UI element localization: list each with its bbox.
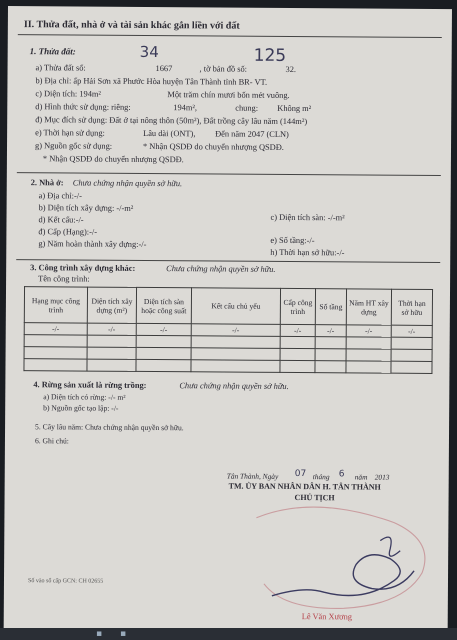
hw-map-note: 125 xyxy=(253,45,287,66)
term-value: Lâu dài (ONT), xyxy=(143,128,196,139)
term-label: e) Thời hạn sử dụng: xyxy=(35,128,105,138)
divider xyxy=(17,172,441,176)
sign-month-label: tháng xyxy=(312,472,330,482)
construction-name-label: Tên công trình: xyxy=(38,274,90,284)
table-row xyxy=(24,359,432,374)
house-floor-area: c) Diện tích sàn: -/-m² xyxy=(270,212,345,223)
table-cell: -/- xyxy=(136,323,191,335)
usage-common: Không m² xyxy=(277,103,312,114)
table-header-cell: Cấp công trình xyxy=(280,288,315,324)
construction-title: 3. Công trình xây dựng khác: xyxy=(30,263,136,273)
map-number: 32. xyxy=(285,64,297,75)
perennial-trees: 5. Cây lâu năm: Chưa chứng nhận quyền sở hữu. xyxy=(35,422,184,433)
land-area: c) Diện tích: 194m² xyxy=(35,89,101,99)
construction-table xyxy=(23,286,433,374)
forest-title: 4. Rừng sản xuất là rừng trồng: xyxy=(33,380,147,390)
forest-status: Chưa chứng nhận quyền sở hữu. xyxy=(179,381,289,391)
house-year-built: g) Năm hoàn thành xây dựng:-/- xyxy=(38,239,147,249)
house-structure: d) Kết cấu:-/- xyxy=(38,215,84,225)
land-purpose: đ) Mục đích sử dụng: Đất ở tại nông thôn (50m²), Đất trồng cây lâu năm (144m²) xyxy=(35,115,308,127)
table-cell: -/- xyxy=(391,325,432,337)
sign-title: CHỦ TỊCH xyxy=(294,493,335,503)
origin-label: g) Nguồn gốc sử dụng: xyxy=(34,141,113,151)
hw-parcel-note: 34 xyxy=(139,42,159,62)
sign-month: 6 xyxy=(338,469,345,480)
sign-year: 2013 xyxy=(374,472,390,482)
certificate-page xyxy=(4,6,452,633)
table-header-cell: Kết cấu chủ yếu xyxy=(191,288,280,325)
usage-private: 194m², xyxy=(173,103,198,113)
section-heading: II. Thửa đất, nhà ở và tài sản khác gắn liền với đất xyxy=(23,19,240,32)
phone-taskbar xyxy=(0,628,457,640)
table-header-cell: Diện tích xây dựng (m²) xyxy=(87,287,136,323)
house-floors: e) Số tầng:-/- xyxy=(270,235,315,246)
sign-year-label: năm xyxy=(354,472,368,482)
table-header-cell: Số tầng xyxy=(315,289,346,325)
table-cell: -/- xyxy=(87,323,136,335)
house-address: a) Địa chỉ:-/- xyxy=(38,191,82,201)
table-header-cell: Thời hạn sở hữu xyxy=(391,289,432,325)
origin-1: * Nhận QSDĐ do chuyển nhượng QSDĐ. xyxy=(142,141,284,152)
usage-form: d) Hình thức sử dụng: riêng: xyxy=(35,102,131,112)
land-area-words: Một trăm chín mươi bốn mét vuông. xyxy=(167,90,290,100)
signer-name: Lê Văn Xương xyxy=(301,612,352,622)
table-cell: -/- xyxy=(315,325,346,337)
table-header-cell: Hạng mục công trình xyxy=(24,287,87,323)
sign-day: 07 xyxy=(294,469,307,480)
table-cell: -/- xyxy=(280,324,315,336)
land-title: 1. Thửa đất: xyxy=(29,46,76,57)
land-address: b) Địa chỉ: ấp Hải Sơn xã Phước Hòa huyện Tân Thành tỉnh BR- VT. xyxy=(35,76,268,87)
table-cell: -/- xyxy=(24,323,87,335)
notes-label: 6. Ghi chú: xyxy=(34,436,69,446)
house-build-area: b) Diện tích xây dựng: -/-m² xyxy=(38,203,134,213)
table-header-row xyxy=(24,287,432,326)
forest-origin: b) Nguồn gốc tạo lập: -/- xyxy=(43,403,119,413)
table-header-cell: Diện tích sàn hoặc công suất xyxy=(136,287,191,323)
parcel-label: a) Thửa đất số: xyxy=(35,63,86,73)
table-cell: -/- xyxy=(346,325,391,337)
table-cell: -/- xyxy=(191,324,280,337)
official-seal-and-signature xyxy=(244,500,445,621)
sign-authority: TM. ỦY BAN NHÂN DÂN H. TÂN THÀNH xyxy=(228,481,381,492)
construction-status: Chưa chứng nhận quyền sở hữu. xyxy=(166,264,276,274)
usage-common-label: chung: xyxy=(235,103,259,113)
table-header-cell: Năm HT xây dựng xyxy=(346,289,391,325)
divider xyxy=(18,34,442,38)
sign-place: Tân Thành, Ngày xyxy=(226,471,279,481)
house-grade: đ) Cấp (Hạng):-/- xyxy=(38,227,98,237)
term-end: Đến năm 2047 (CLN) xyxy=(215,129,289,139)
app-icon[interactable]: ▪ xyxy=(120,629,127,639)
house-own-term: h) Thời hạn sở hữu:-/- xyxy=(270,247,345,258)
parcel-number: 1667 xyxy=(155,64,173,74)
forest-area: a) Diện tích có rừng: -/- m² xyxy=(43,392,126,402)
registry-number: Số vào sổ cấp GCN: CH 02655 xyxy=(27,578,104,585)
divider xyxy=(16,259,440,263)
house-title: 2. Nhà ở: xyxy=(30,178,64,188)
house-status: Chưa chứng nhận quyền sở hữu. xyxy=(72,178,183,189)
app-icon[interactable]: ▪ xyxy=(96,629,103,639)
origin-2: * Nhận QSDĐ do chuyển nhượng QSDĐ. xyxy=(42,154,184,165)
map-label: , tờ bản đồ số: xyxy=(199,64,248,74)
